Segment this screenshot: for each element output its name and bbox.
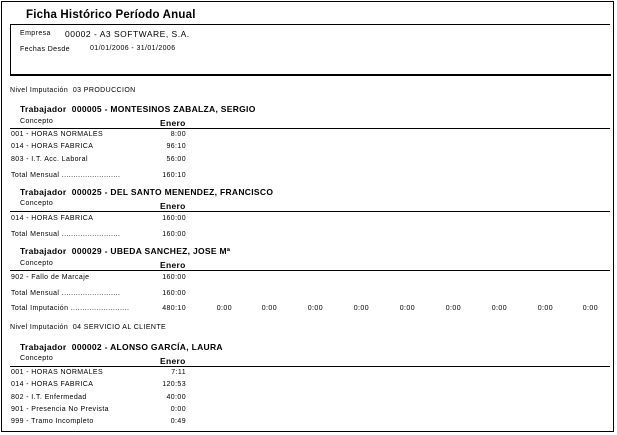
concept-label: 014 - HORAS FABRICA: [11, 215, 94, 222]
concepto-header: Concepto: [20, 355, 54, 362]
total-imputacion-value: 0:00: [307, 305, 323, 312]
total-value: 160:00: [162, 231, 186, 238]
concept-value: 40:00: [166, 394, 186, 401]
empresa-value: 00002 - A3 SOFTWARE, S.A.: [65, 29, 190, 39]
total-imputacion-value: 0:00: [445, 305, 461, 312]
header-box-left: [10, 24, 11, 75]
concept-label: 901 - Presencia No Prevista: [11, 406, 109, 413]
concept-value: 8:00: [170, 131, 186, 138]
concept-label: 014 - HORAS FABRICA: [11, 381, 94, 388]
total-imputacion-value: 0:00: [399, 305, 415, 312]
concept-value: 0:49: [170, 418, 186, 425]
total-imputacion-value: 0:00: [582, 305, 598, 312]
concept-value: 160:00: [162, 274, 186, 281]
total-imputacion-label: Total Imputación .........................: [11, 305, 130, 312]
month-header: Enero: [160, 118, 186, 128]
concept-label: 803 - I.T. Acc. Laboral: [11, 156, 88, 163]
total-imputacion-value: 0:00: [353, 305, 369, 312]
fechas-value: 01/01/2006 - 31/01/2006: [90, 45, 176, 52]
total-imputacion-value: 0:00: [216, 305, 232, 312]
title-divider: [10, 24, 610, 25]
month-header: Enero: [160, 201, 186, 211]
total-value: 160:00: [162, 290, 186, 297]
total-imputacion-value: 0:00: [537, 305, 553, 312]
total-imputacion-value: 0:00: [261, 305, 277, 312]
concept-value: 96:10: [166, 143, 186, 150]
concept-label: 902 - Fallo de Marcaje: [11, 274, 90, 281]
worker-heading: Trabajador 000025 - DEL SANTO MENENDEZ, FRANCISCO: [20, 187, 274, 197]
worker-heading: Trabajador 000005 - MONTESINOS ZABALZA, SERGIO: [20, 104, 256, 114]
concept-label: 999 - Tramo Incompleto: [11, 418, 94, 425]
row-divider: [10, 270, 610, 271]
fechas-label: Fechas Desde: [20, 46, 70, 53]
concept-label: 802 - I.T. Enfermedad: [11, 394, 87, 401]
month-header: Enero: [160, 356, 186, 366]
worker-heading: Trabajador 000029 - UBEDA SANCHEZ, JOSE Mª: [20, 246, 231, 256]
total-imputacion-value: 0:00: [491, 305, 507, 312]
row-divider: [10, 128, 610, 129]
report-title: Ficha Histórico Período Anual: [26, 9, 196, 21]
concepto-header: Concepto: [20, 200, 54, 207]
total-label: Total Mensual .........................: [11, 231, 121, 238]
concepto-header: Concepto: [20, 118, 54, 125]
empresa-label: Empresa: [20, 30, 51, 37]
row-divider: [10, 211, 610, 212]
concept-value: 160:00: [162, 215, 186, 222]
concept-label: 001 - HORAS NORMALES: [11, 131, 104, 138]
concept-value: 120:53: [162, 381, 186, 388]
concept-label: 014 - HORAS FABRICA: [11, 143, 94, 150]
total-label: Total Mensual .........................: [11, 172, 121, 179]
concepto-header: Concepto: [20, 260, 54, 267]
concept-value: 56:00: [166, 156, 186, 163]
nivel-label: Nivel Imputación 04 SERVICIO AL CLIENTE: [10, 324, 167, 331]
row-divider: [10, 366, 610, 367]
total-label: Total Mensual .........................: [11, 290, 121, 297]
header-divider: [10, 74, 611, 76]
total-value: 160:10: [162, 172, 186, 179]
nivel-label: Nivel Imputación 03 PRODUCCION: [10, 87, 136, 94]
total-imputacion-value: 480:10: [162, 305, 186, 312]
month-header: Enero: [160, 260, 186, 270]
concept-value: 7:11: [171, 369, 186, 376]
concept-label: 001 - HORAS NORMALES: [11, 369, 104, 376]
worker-heading: Trabajador 000002 - ALONSO GARCÍA, LAURA: [20, 342, 223, 352]
concept-value: 0:00: [170, 406, 186, 413]
